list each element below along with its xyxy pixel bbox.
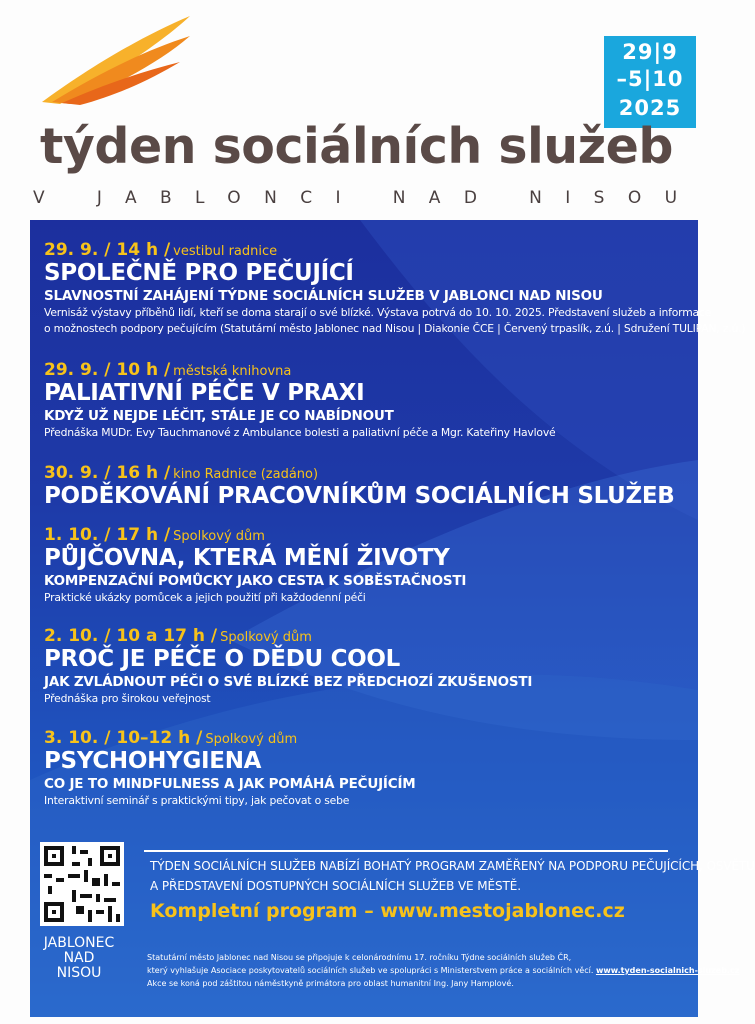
event-5-when: 2. 10. / 10 a 17 h / xyxy=(44,626,218,646)
event-5-subtitle: JAK ZVLÁDNOUT PÉČI O SVÉ BLÍZKÉ BEZ PŘEDCHOZÍ ZKUŠENOSTI xyxy=(44,674,533,690)
event-2-when: 29. 9. / 10 h / xyxy=(44,360,171,380)
footer-line-3: Akce se koná pod záštitou náměstkyně primátora pro oblast humanitní Ing. Jany Hamplové. xyxy=(147,979,514,988)
qr-code-icon[interactable] xyxy=(40,842,124,926)
event-1-desc-1: Vernisáž výstavy příběhů lidí, kteří se doma starají o své blízké. Výstava potrvá do 10. 10. 2025. Představení služeb a informace xyxy=(44,306,712,319)
event-4-title: PŮJČOVNA, KTERÁ MĚNÍ ŽIVOTY xyxy=(44,545,450,571)
date-start: 29|9 xyxy=(622,40,678,64)
event-3-title: PODĚKOVÁNÍ PRACOVNÍKŮM SOCIÁLNÍCH SLUŽEB xyxy=(44,483,675,509)
event-6 xyxy=(44,728,692,809)
event-2 xyxy=(44,360,692,441)
event-1-subtitle: SLAVNOSTNÍ ZAHÁJENÍ TÝDNE SOCIÁLNÍCH SLUŽEB V JABLONCI NAD NISOU xyxy=(44,288,603,304)
event-1-place: vestibul radnice xyxy=(173,244,278,259)
city-logo-line-3: NISOU xyxy=(56,965,102,981)
event-4-subtitle: KOMPENZAČNÍ POMŮCKY JAKO CESTA K SOBĚSTAČNOSTI xyxy=(44,573,467,589)
wing-logo-icon xyxy=(40,14,200,106)
background-swoosh xyxy=(30,220,746,1017)
footer-line-2: který vyhlašuje Asociace poskytovatelů sociálních služeb ve spolupráci s Ministerstvem práce a sociálních věcí. xyxy=(147,966,594,975)
program-panel xyxy=(30,220,755,1017)
event-4-when: 1. 10. / 17 h / xyxy=(44,525,171,545)
event-6-when: 3. 10. / 10–12 h / xyxy=(44,728,203,748)
program-link[interactable]: Kompletní program – www.mestojablonec.cz xyxy=(150,900,625,922)
event-2-place: městská knihovna xyxy=(173,364,292,379)
date-range-badge xyxy=(604,36,696,128)
event-2-desc-1: Přednáška MUDr. Evy Tauchmanové z Ambulance bolesti a paliativní péče a Mgr. Kateřiny Havlové xyxy=(44,426,556,439)
divider-line xyxy=(144,850,668,852)
event-6-title: PSYCHOHYGIENA xyxy=(44,748,262,774)
event-1-title: SPOLEČNĚ PRO PEČUJÍCÍ xyxy=(44,260,354,286)
event-5 xyxy=(44,626,692,707)
event-4-desc-1: Praktické ukázky pomůcek a jejich použití při každodenní péči xyxy=(44,591,366,604)
info-text xyxy=(150,856,755,896)
city-logo xyxy=(34,936,124,981)
event-3-when: 30. 9. / 16 h / xyxy=(44,463,171,483)
footer-line-1: Statutární město Jablonec nad Nisou se připojuje k celonárodnímu 17. ročníku Týdne sociálních služeb ČR, xyxy=(147,953,572,962)
event-1-desc-2: o možnostech podpory pečujícím (Statutární město Jablonec nad Nisou | Diakonie ČCE | Červený trpaslík, z.ú. | Sdružení TULIPAN, z.ú.) xyxy=(44,322,746,335)
event-5-place: Spolkový dům xyxy=(220,630,312,645)
event-3-place: kino Radnice (zadáno) xyxy=(173,467,319,482)
event-6-subtitle: CO JE TO MINDFULNESS A JAK POMÁHÁ PEČUJÍCÍM xyxy=(44,776,416,792)
event-5-title: PROČ JE PÉČE O DĚDU COOL xyxy=(44,646,401,672)
event-2-title: PALIATIVNÍ PÉČE V PRAXI xyxy=(44,380,365,406)
event-3 xyxy=(44,463,692,510)
event-6-place: Spolkový dům xyxy=(205,732,298,747)
info-line-2: A PŘEDSTAVENÍ DOSTUPNÝCH SOCIÁLNÍCH SLUŽEB VE MĚSTĚ. xyxy=(150,879,521,893)
footer-text xyxy=(147,951,739,990)
page-title: týden sociálních služeb xyxy=(40,118,673,175)
event-6-desc-1: Interaktivní seminář s praktickými tipy, jak pečovat o sebe xyxy=(44,794,350,807)
info-line-1: TÝDEN SOCIÁLNÍCH SLUŽEB NABÍZÍ BOHATÝ PROGRAM ZAMĚŘENÝ NA PODPORU PEČUJÍCÍCH, OSVĚTU xyxy=(150,859,755,873)
footer-url-link[interactable]: www.tyden-socialnich-sluzeb.cz xyxy=(595,966,740,975)
event-4 xyxy=(44,525,692,606)
date-year: 2025 xyxy=(618,96,682,120)
page-subtitle: V JABLONCI NAD NISOU xyxy=(33,188,701,208)
date-end: –5|10 xyxy=(616,67,684,91)
event-2-subtitle: KDYŽ UŽ NEJDE LÉČIT, STÁLE JE CO NABÍDNOUT xyxy=(44,408,394,424)
event-1 xyxy=(44,240,746,337)
event-5-desc-1: Přednáška pro širokou veřejnost xyxy=(44,692,211,705)
city-logo-line-1: JABLONEC xyxy=(43,935,115,951)
event-1-when: 29. 9. / 14 h / xyxy=(44,240,171,260)
city-logo-line-2: NAD xyxy=(63,950,95,966)
event-4-place: Spolkový dům xyxy=(173,529,265,544)
